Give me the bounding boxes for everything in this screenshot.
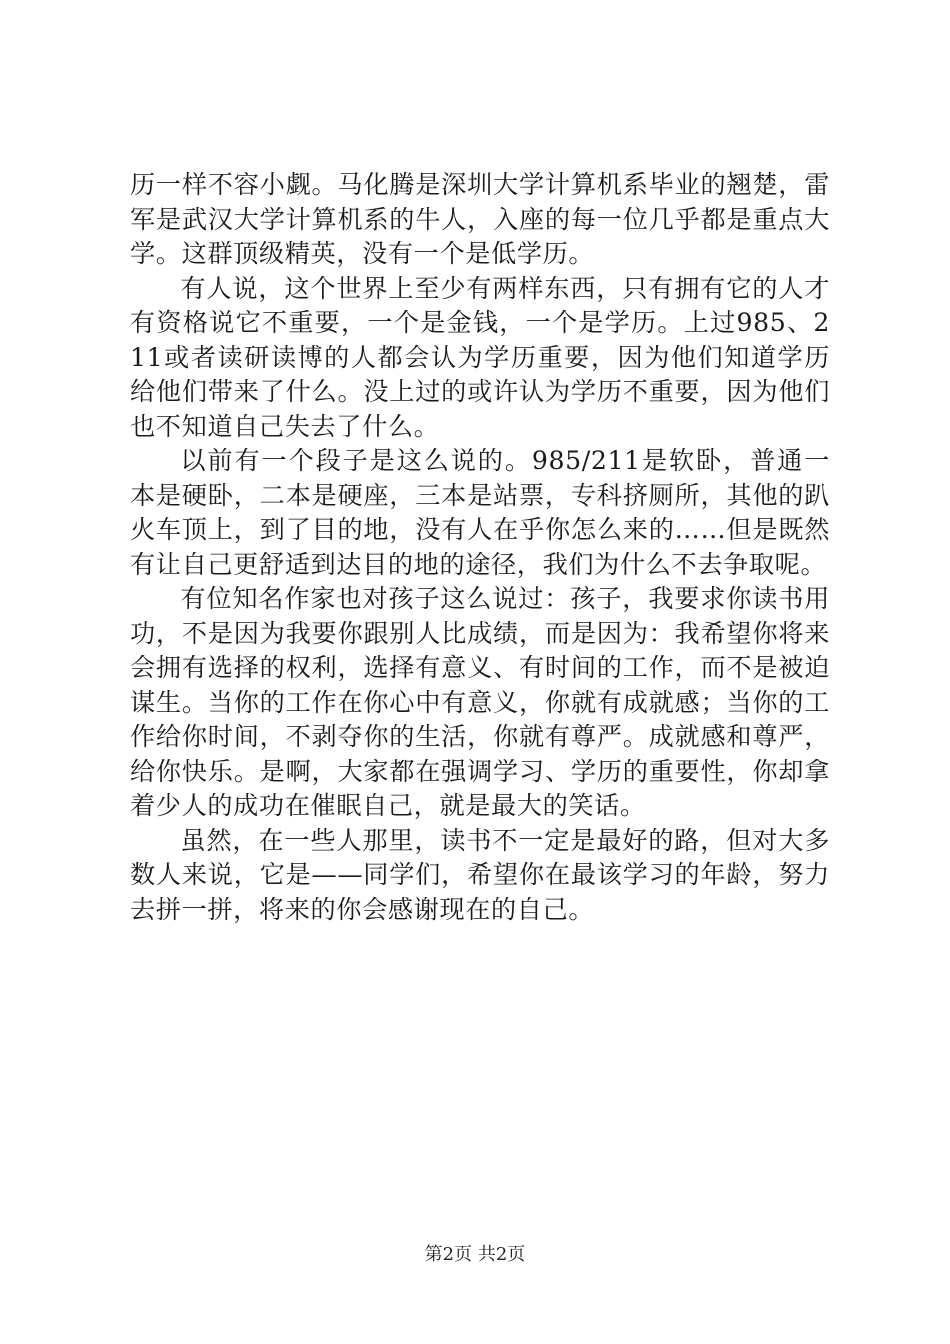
page-number-footer: 第2页 共2页 [424, 1244, 526, 1265]
paragraph-2: 有人说，这个世界上至少有两样东西，只有拥有它的人才有资格说它不重要，一个是金钱，一个是学历。上过985、211或者读研读博的人都会认为学历重要，因为他们知道学历给他们带来了什么。没上过的或许认为学历不重要，因为他们也不知道自己失去了什么。 [130, 273, 830, 441]
paragraph-1: 历一样不容小觑。马化腾是深圳大学计算机系毕业的翘楚，雷军是武汉大学计算机系的牛人，入座的每一位几乎都是重点大学。这群顶级精英，没有一个是低学历。 [130, 170, 830, 268]
document-body [130, 168, 830, 927]
paragraph-5: 虽然，在一些人那里，读书不一定是最好的路，但对大多数人来说，它是——同学们，希望你在最该学习的年龄，努力去拼一拼，将来的你会感谢现在的自己。 [130, 825, 830, 924]
paragraph-4: 有位知名作家也对孩子这么说过：孩子，我要求你读书用功，不是因为我要你跟别人比成绩，而是因为：我希望你将来会拥有选择的权利，选择有意义、有时间的工作，而不是被迫谋生。当你的工作在你心中有意义，你就有成就感；当你的工作给你时间，不剥夺你的生活，你就有尊严。成就感和尊严，给你快乐。是啊，大家都在强调学习、学历的重要性，你却拿着少人的成功在催眠自己，就是最大的笑话。 [130, 584, 830, 820]
paragraph-3: 以前有一个段子是这么说的。985/211是软卧，普通一本是硬卧，二本是硬座，三本是站票，专科挤厕所，其他的趴火车顶上，到了目的地，没有人在乎你怎么来的……但是既然有让自己更舒适到达目的地的途径，我们为什么不去争取呢。 [130, 446, 830, 579]
